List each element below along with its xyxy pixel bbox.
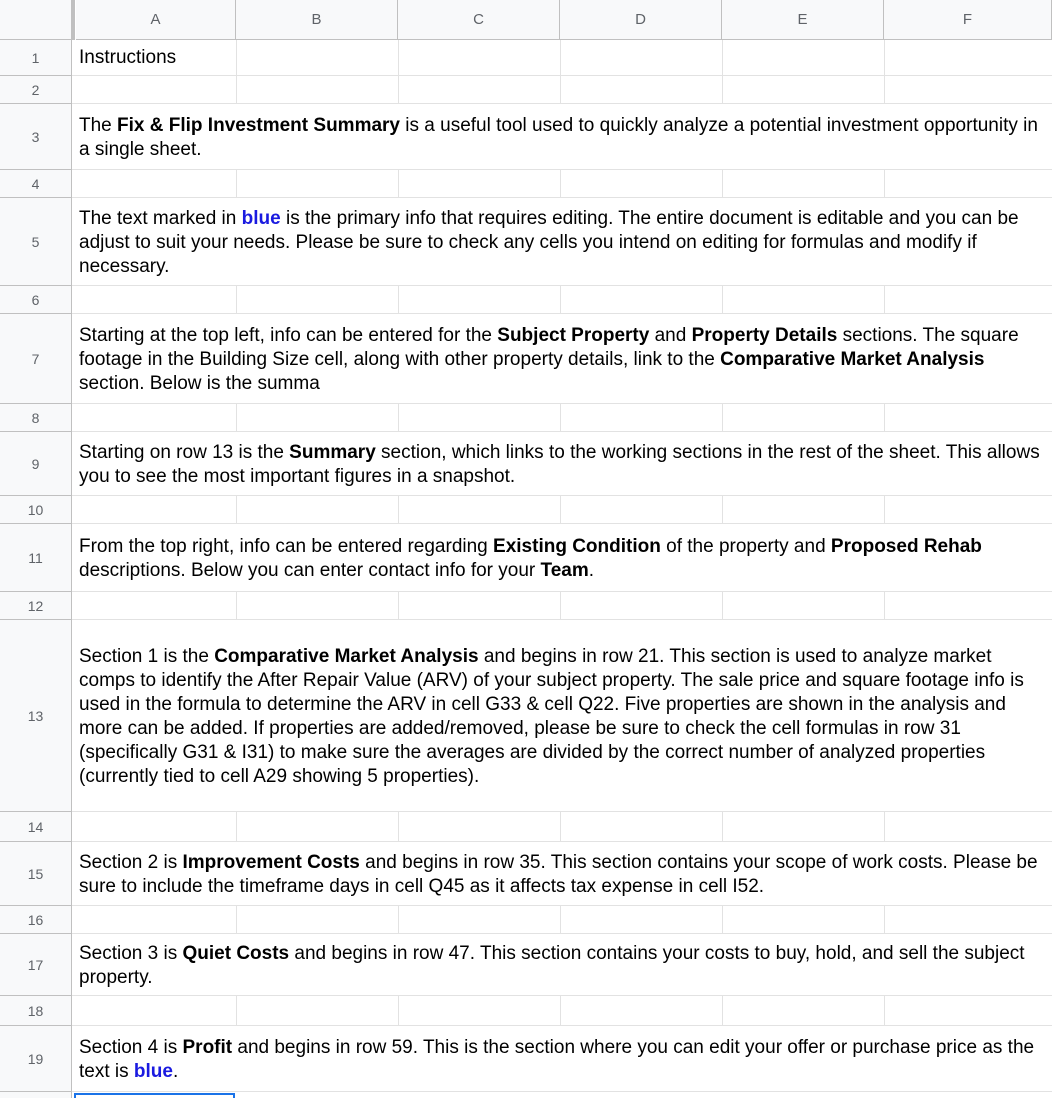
cell-divider bbox=[236, 76, 237, 103]
bold-text: Summary bbox=[289, 441, 376, 463]
column-header-d[interactable]: D bbox=[560, 0, 722, 40]
cell-divider bbox=[236, 906, 237, 933]
cell-divider bbox=[398, 592, 399, 619]
row-header-6[interactable]: 6 bbox=[0, 286, 72, 314]
cell-divider bbox=[722, 404, 723, 431]
row-header-16[interactable]: 16 bbox=[0, 906, 72, 934]
merged-cell-row-19[interactable] bbox=[72, 1026, 1052, 1092]
cell-divider bbox=[722, 286, 723, 313]
cell-divider bbox=[884, 76, 885, 103]
cell-divider bbox=[398, 496, 399, 523]
bold-text: Fix & Flip Investment Summary bbox=[117, 114, 400, 136]
cell-divider bbox=[884, 906, 885, 933]
text-run: Section 2 is bbox=[79, 851, 183, 873]
cell-divider bbox=[560, 170, 561, 197]
cell-text bbox=[79, 441, 1046, 489]
text-run: is the primary info that requires editing. The entire document is editable and you can be adjust to suit your needs. Please be sure to check any cells you intend on editing for formulas and modify if necessary. bbox=[79, 207, 1019, 277]
bold-text: Property Details bbox=[691, 324, 838, 346]
grid-row-4[interactable] bbox=[72, 170, 1052, 198]
cell-divider bbox=[722, 170, 723, 197]
column-header-e[interactable]: E bbox=[722, 0, 884, 40]
cell-divider bbox=[884, 286, 885, 313]
row-header-10[interactable]: 10 bbox=[0, 496, 72, 524]
cell-divider bbox=[398, 812, 399, 841]
merged-cell-row-15[interactable] bbox=[72, 842, 1052, 906]
cell-divider bbox=[236, 496, 237, 523]
selected-cell-outline[interactable] bbox=[74, 1093, 235, 1098]
grid-row-10[interactable] bbox=[72, 496, 1052, 524]
cell-divider bbox=[236, 286, 237, 313]
row-header-11[interactable]: 11 bbox=[0, 524, 72, 592]
cell-divider bbox=[560, 76, 561, 103]
cell-text bbox=[79, 851, 1046, 899]
cell-divider bbox=[722, 996, 723, 1025]
grid-row-14[interactable] bbox=[72, 812, 1052, 842]
cell-divider bbox=[884, 592, 885, 619]
cell-divider bbox=[884, 170, 885, 197]
cell-a1[interactable] bbox=[72, 40, 236, 76]
grid-row-8[interactable] bbox=[72, 404, 1052, 432]
cell-divider bbox=[236, 170, 237, 197]
cell-divider bbox=[398, 996, 399, 1025]
text-run: of the property and bbox=[660, 535, 831, 557]
cell-text bbox=[79, 942, 1046, 990]
row-header-8[interactable]: 8 bbox=[0, 404, 72, 432]
text-run: and begins in row 21. This section is used to analyze market comps to identify the After Repair Value (ARV) of your subject property. The sale price and square footage info is used in the formula to determine the ARV in cell G33 & cell Q22. Five properties are shown in the analysis and more can be added. If properties are added/removed, please be sure to check the cell formulas in row 31 (specifically G31 & I31) to make sure the averages are divided by the correct number of analyzed properties (currently tied to cell A29 showing 5 properties). bbox=[79, 645, 1024, 787]
text-run: Section 4 is bbox=[79, 1036, 183, 1058]
text-run: and begins in row 59. This is the section where you can edit your offer or purchase price as the text is bbox=[79, 1036, 1035, 1082]
cell-divider bbox=[236, 404, 237, 431]
cell-divider bbox=[560, 906, 561, 933]
text-run: Section 1 is the bbox=[79, 645, 215, 667]
text-run: The text marked in bbox=[79, 207, 242, 229]
row-header-19[interactable]: 19 bbox=[0, 1026, 72, 1092]
row-header-7[interactable]: 7 bbox=[0, 314, 72, 404]
row-header-3[interactable]: 3 bbox=[0, 104, 72, 170]
bold-text: Proposed Rehab bbox=[830, 535, 982, 557]
grid-row-18[interactable] bbox=[72, 996, 1052, 1026]
cell-text bbox=[79, 207, 1046, 279]
row-header-1[interactable]: 1 bbox=[0, 40, 72, 76]
cell-divider bbox=[884, 40, 885, 75]
row-header-13[interactable]: 13 bbox=[0, 620, 72, 812]
cell-divider bbox=[560, 996, 561, 1025]
cell-divider bbox=[398, 170, 399, 197]
text-run: and begins in row 35. This section contains your scope of work costs. Please be sure to include the timeframe days in cell Q45 as it affects tax expense in cell I52. bbox=[79, 851, 1038, 897]
cell-divider bbox=[884, 496, 885, 523]
grid-row-2[interactable] bbox=[72, 76, 1052, 104]
cell-divider bbox=[560, 286, 561, 313]
cell-divider bbox=[236, 40, 237, 75]
column-header-c[interactable]: C bbox=[398, 0, 560, 40]
cell-divider bbox=[236, 812, 237, 841]
row-header-9[interactable]: 9 bbox=[0, 432, 72, 496]
cell-text bbox=[79, 645, 1046, 789]
merged-cell-row-11[interactable] bbox=[72, 524, 1052, 592]
bold-text: Improvement Costs bbox=[182, 851, 360, 873]
text-run: Instructions bbox=[79, 47, 177, 68]
text-run: Starting on row 13 is the bbox=[79, 441, 290, 463]
row-header-17[interactable]: 17 bbox=[0, 934, 72, 996]
cell-divider bbox=[560, 40, 561, 75]
text-run: is a useful tool used to quickly analyze a potential investment opportunity in a single sheet. bbox=[79, 114, 1038, 160]
cell-divider bbox=[398, 40, 399, 75]
text-run: Starting at the top left, info can be entered for the bbox=[79, 324, 498, 346]
text-run: . bbox=[588, 559, 595, 581]
bold-text: Quiet Costs bbox=[182, 942, 290, 964]
row-header-5[interactable]: 5 bbox=[0, 198, 72, 286]
merged-cell-row-17[interactable] bbox=[72, 934, 1052, 996]
text-run: . bbox=[172, 1060, 179, 1082]
row-header-14[interactable]: 14 bbox=[0, 812, 72, 842]
cell-divider bbox=[722, 76, 723, 103]
cell-divider bbox=[398, 404, 399, 431]
cell-divider bbox=[560, 404, 561, 431]
blue-text: blue bbox=[241, 207, 281, 229]
cell-divider bbox=[884, 812, 885, 841]
column-header-f[interactable]: F bbox=[884, 0, 1052, 40]
bold-text: Comparative Market Analysis bbox=[720, 348, 985, 370]
cell-divider bbox=[722, 40, 723, 75]
grid-row-6[interactable] bbox=[72, 286, 1052, 314]
merged-cell-row-9[interactable] bbox=[72, 432, 1052, 496]
grid-row-16[interactable] bbox=[72, 906, 1052, 934]
text-run: The bbox=[79, 114, 118, 136]
cell-text bbox=[79, 1036, 1046, 1084]
cell-text bbox=[79, 114, 1046, 162]
cell-text bbox=[79, 535, 1046, 583]
row-header-18[interactable]: 18 bbox=[0, 996, 72, 1026]
text-run: From the top right, info can be entered regarding bbox=[79, 535, 494, 557]
merged-cell-row-7[interactable] bbox=[72, 314, 1052, 404]
cell-divider bbox=[560, 496, 561, 523]
bold-text: Profit bbox=[182, 1036, 233, 1058]
cell-divider bbox=[236, 996, 237, 1025]
text-run: descriptions. Below you can enter contact info for your bbox=[79, 559, 541, 581]
cell-divider bbox=[884, 404, 885, 431]
text-run: Section 3 is bbox=[79, 942, 183, 964]
cell-divider bbox=[722, 496, 723, 523]
cell-divider bbox=[560, 812, 561, 841]
text-run: section, which links to the working sections in the rest of the sheet. This allows you to see the most important figures in a snapshot. bbox=[79, 441, 1040, 487]
row-header-4[interactable]: 4 bbox=[0, 170, 72, 198]
cell-divider bbox=[398, 286, 399, 313]
cell-divider bbox=[236, 592, 237, 619]
row-header-15[interactable]: 15 bbox=[0, 842, 72, 906]
text-run: sections. The square footage in the Building Size cell, along with other property details, link to the bbox=[79, 324, 1019, 370]
column-header-a[interactable]: A bbox=[76, 0, 236, 40]
cell-divider bbox=[722, 906, 723, 933]
column-header-b[interactable]: B bbox=[236, 0, 398, 40]
cell-divider bbox=[722, 592, 723, 619]
bold-text: Team bbox=[540, 559, 589, 581]
cell-divider bbox=[398, 76, 399, 103]
blue-text: blue bbox=[133, 1060, 173, 1082]
select-all-corner[interactable] bbox=[0, 0, 72, 40]
cell-divider bbox=[722, 812, 723, 841]
bold-text: Comparative Market Analysis bbox=[214, 645, 479, 667]
cell-divider bbox=[560, 592, 561, 619]
cell-divider bbox=[398, 906, 399, 933]
text-run: section. Below is the summa bbox=[79, 372, 320, 394]
merged-cell-row-13[interactable] bbox=[72, 620, 1052, 812]
bold-text: Subject Property bbox=[497, 324, 650, 346]
text-run: and bbox=[649, 324, 692, 346]
row-header-2[interactable]: 2 bbox=[0, 76, 72, 104]
bold-text: Existing Condition bbox=[493, 535, 661, 557]
cell-divider bbox=[884, 996, 885, 1025]
text-run: and begins in row 47. This section contains your costs to buy, hold, and sell the subject property. bbox=[79, 942, 1025, 988]
row-header-partial[interactable] bbox=[0, 1092, 72, 1098]
merged-cell-row-5[interactable] bbox=[72, 198, 1052, 286]
grid-row-12[interactable] bbox=[72, 592, 1052, 620]
cell-text bbox=[79, 324, 1046, 396]
row-header-12[interactable]: 12 bbox=[0, 592, 72, 620]
merged-cell-row-3[interactable] bbox=[72, 104, 1052, 170]
